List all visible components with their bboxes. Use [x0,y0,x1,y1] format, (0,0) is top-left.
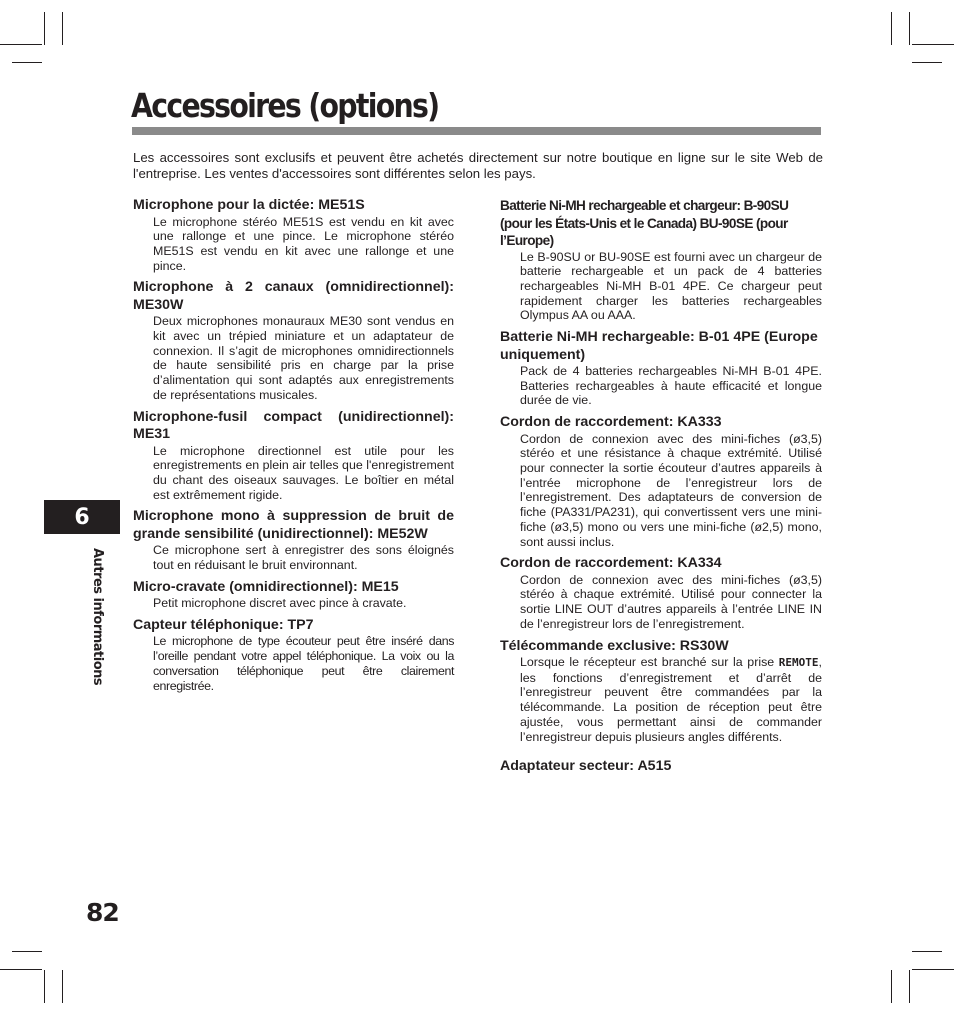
crop-mark [909,12,910,45]
accessory-description: Ce microphone sert à enregistrer des sons éloignés tout en réduisant le bruit environnant. [153,543,454,573]
accessory-description: Le B-90SU or BU-90SE est fourni avec un chargeur de batterie rechargeable et un pack de 4 batteries rechargeables Ni-MH B-01 4PE. Ce chargeur peut rapidement charger les batteries rechargeables Olympus AA ou AAA. [520,249,822,323]
crop-mark [912,951,942,952]
accessory-ka333 [500,414,822,549]
accessory-heading: Batterie Ni-MH rechargeable et chargeur: B-90SU (pour les États-Unis et le Canada) BU-90SE (pour l’Europe) [500,198,789,248]
crop-mark [912,62,942,63]
accessory-description: Le microphone de type écouteur peut être inséré dans l’oreille pendant votre appel téléphonique. La voix ou la conversation téléphonique peut être clairement enregistrée. [153,634,454,693]
accessory-heading: Capteur téléphonique: TP7 [133,616,314,633]
accessory-me52w [133,508,454,572]
accessory-heading: Microphone-fusil compact (unidirectionnel): ME31 [133,408,454,443]
crop-mark [912,969,954,970]
crop-mark [891,12,892,45]
accessory-description: Pack de 4 batteries rechargeables Ni-MH B-01 4PE. Batteries rechargeables à haute efficacité et longue durée de vie. [520,364,822,408]
title-underline-bar [132,127,821,135]
right-column [500,197,822,782]
accessory-description: Le microphone stéréo ME51S est vendu en kit avec une rallonge et une pince. Le microphone stéréo ME51S est vendu en kit avec une rallonge et une pince. [153,214,454,273]
crop-mark [909,970,910,1003]
crop-mark [0,44,42,45]
accessory-ka334 [500,555,822,631]
accessory-heading: Batterie Ni-MH rechargeable: B-01 4PE (Europe uniquement) [500,329,818,363]
accessory-battery-charger [500,197,822,323]
intro-paragraph: Les accessoires sont exclusifs et peuvent être achetés directement sur notre boutique en ligne sur le site Web de l'entreprise. Les ventes d'accessoires sont différentes selon les pays. [133,150,823,181]
description-text: , les fonctions d’enregistrement et d’arrêt de l’enregistreur peuvent être commandées par la télécommande. La position de réception peut être ajustée, vous permettant ainsi de commander l’enregistreur depuis plusieurs angles différents. [520,655,822,744]
accessory-heading: Microphone mono à suppression de bruit de grande sensibilité (unidirectionnel): ME52W [133,508,454,542]
chapter-label: Autres informations [90,548,105,686]
crop-mark [44,970,45,1003]
accessory-me15 [133,579,454,611]
page-number: 82 [86,898,119,927]
accessory-tp7 [133,617,454,693]
accessory-heading: Télécommande exclusive: RS30W [500,637,729,654]
accessory-description: Cordon de connexion avec des mini-fiches (ø3,5) stéréo et une résistance à chaque extrémité. Utilisé pour connecter la sortie écouteur d’autres appareils à l’entrée microphone de l’enregistreur lors de l’enregistrement. Des adaptateurs de conversion de fiche (PA331/PA231), qui convertissent vers une mini-fiche (ø3,5) mono ou vers une mini-fiche (ø2,5) mono, sont aussi inclus. [520,431,822,549]
crop-mark [912,44,954,45]
accessory-heading: Cordon de raccordement: KA334 [500,555,722,572]
accessory-rs30w [500,638,822,745]
chapter-number: 6 [74,504,90,530]
page-title: Accessoires (options) [131,86,439,125]
accessory-description: Deux microphones monauraux ME30 sont vendus en kit avec un trépied miniature et un adaptateur de connexion. Il s’agit de microphones omnidirectionnels de haute sensibilité pris en charge par la prise d’alimentation qui sont adaptés aux enregistrements de représentations musicales. [153,314,454,402]
accessory-me51s [133,197,454,273]
accessory-heading: Microphone à 2 canaux (omnidirectionnel): ME30W [133,279,454,313]
accessory-me31 [133,409,454,503]
accessory-description [520,655,822,744]
crop-mark [12,951,42,952]
accessory-heading: Cordon de raccordement: KA333 [500,414,722,431]
remote-keyword: REMOTE [778,656,819,670]
left-column [133,197,454,699]
accessory-a515 [500,758,822,776]
crop-mark [62,970,63,1003]
accessory-description: Petit microphone discret avec pince à cravate. [153,596,407,611]
accessory-heading: Microphone pour la dictée: ME51S [133,197,365,213]
accessory-description: Cordon de connexion avec des mini-fiches (ø3,5) stéréo à chaque extrémité. Utilisé pour connecter la sortie LINE OUT d’autres appareils à l’entrée LINE IN de l’enregistreur lors de l’enregistrement. [520,572,822,631]
crop-mark [12,62,42,63]
accessory-me30w [133,279,454,402]
accessory-heading: Adaptateur secteur: A515 [500,758,672,775]
crop-mark [891,970,892,1003]
chapter-tab [44,500,120,534]
accessory-battery-b01 [500,329,822,408]
crop-mark [0,969,42,970]
accessory-description: Le microphone directionnel est utile pour les enregistrements en plein air telles que l'enregistrement du chant des oiseaux sauvages. Le boîtier en métal est extrêmement rigide. [153,443,454,502]
accessory-heading: Micro-cravate (omnidirectionnel): ME15 [133,578,399,595]
description-text: Lorsque le récepteur est branché sur la prise [520,655,779,670]
crop-mark [62,12,63,45]
crop-mark [44,12,45,45]
